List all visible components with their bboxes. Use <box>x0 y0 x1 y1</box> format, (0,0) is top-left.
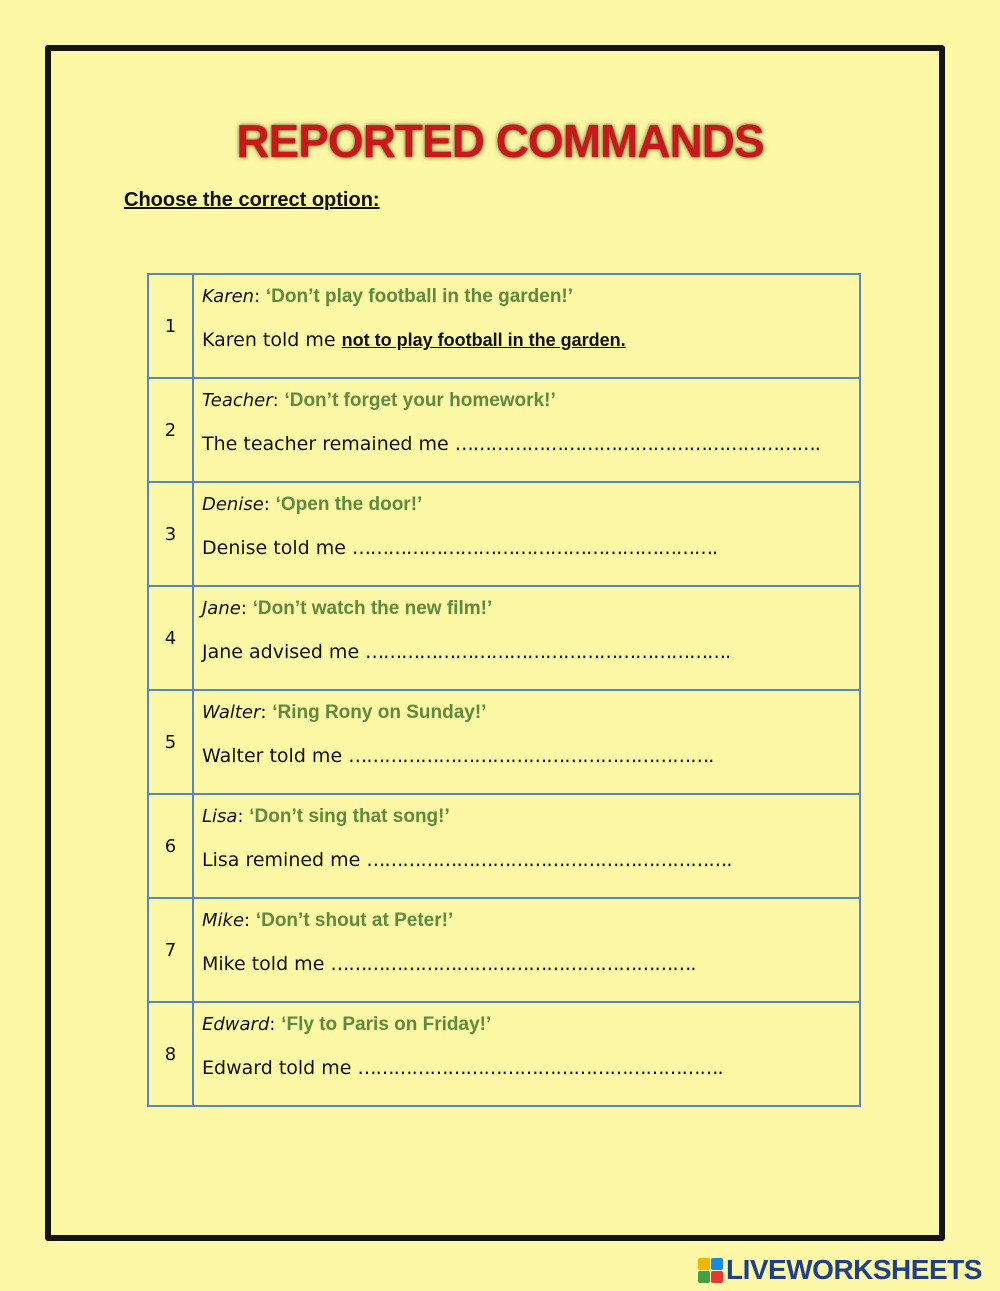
exercise-row <box>148 690 860 794</box>
exercise-row <box>148 274 860 378</box>
speaker-colon: : <box>244 910 256 931</box>
sentence-prefix: Edward told me <box>202 1057 358 1079</box>
answer-blank[interactable]: ……………………………………………………. <box>330 953 696 975</box>
answer-blank[interactable]: ……………………………………………………. <box>365 641 731 663</box>
exercise-row <box>148 898 860 1002</box>
command-quote: ‘Don’t shout at Peter!’ <box>255 910 454 931</box>
command-quote: ‘Open the door!’ <box>275 494 423 515</box>
answer-blank[interactable]: ……………………………………………………. <box>454 433 820 455</box>
item-number: 6 <box>148 794 193 898</box>
speaker-name: Denise <box>202 494 264 515</box>
speaker-name: Jane <box>202 598 241 619</box>
exercise-row <box>148 586 860 690</box>
reported-sentence <box>202 743 859 769</box>
command-quote: ‘Don’t forget your homework!’ <box>284 390 556 411</box>
speaker-line <box>202 699 859 731</box>
speaker-colon: : <box>272 390 285 411</box>
worksheet-title: REPORTED COMMANDS <box>236 115 764 167</box>
item-number: 2 <box>148 378 193 482</box>
speaker-colon: : <box>254 286 266 307</box>
logo-mark-tile <box>698 1258 710 1270</box>
item-number: 8 <box>148 1002 193 1106</box>
speaker-name: Lisa <box>202 806 238 827</box>
command-quote: ‘Don’t sing that song!’ <box>249 806 450 827</box>
speaker-colon: : <box>260 702 273 723</box>
item-number: 3 <box>148 482 193 586</box>
speaker-colon: : <box>263 494 276 515</box>
item-number: 4 <box>148 586 193 690</box>
speaker-name: Mike <box>202 910 245 931</box>
liveworksheets-logo <box>698 1254 982 1286</box>
reported-sentence <box>202 951 859 977</box>
logo-mark-tile <box>711 1271 723 1283</box>
logo-mark-tile <box>711 1258 723 1270</box>
exercise-row <box>148 482 860 586</box>
logo-text: LIVEWORKSHEETS <box>726 1254 982 1285</box>
reported-sentence <box>202 639 859 665</box>
sentence-prefix: Walter told me <box>202 745 349 767</box>
speaker-line <box>202 803 859 835</box>
speaker-colon: : <box>237 806 250 827</box>
speaker-line <box>202 595 859 627</box>
speaker-colon: : <box>240 598 253 619</box>
exercise-row <box>148 794 860 898</box>
item-content <box>193 482 860 586</box>
command-quote: ‘Don’t play football in the garden!’ <box>265 286 574 307</box>
speaker-name: Walter <box>202 702 261 723</box>
logo-mark-tile <box>698 1271 710 1283</box>
speaker-name: Edward <box>202 1014 270 1035</box>
item-content <box>193 898 860 1002</box>
item-content <box>193 586 860 690</box>
item-number: 7 <box>148 898 193 1002</box>
answer-blank[interactable]: ……………………………………………………. <box>348 745 714 767</box>
sentence-prefix: Karen told me <box>202 329 342 351</box>
speaker-colon: : <box>269 1014 282 1035</box>
sentence-prefix: Denise told me <box>202 537 352 559</box>
logo-mark-icon <box>698 1258 723 1283</box>
item-content <box>193 1002 860 1106</box>
reported-sentence <box>202 327 859 353</box>
command-quote: ‘Fly to Paris on Friday!’ <box>281 1014 492 1035</box>
sentence-prefix: Lisa remined me <box>202 849 367 871</box>
command-quote: ‘Ring Rony on Sunday!’ <box>272 702 487 723</box>
item-number: 5 <box>148 690 193 794</box>
item-number: 1 <box>148 274 193 378</box>
reported-sentence <box>202 535 859 561</box>
reported-sentence <box>202 431 859 457</box>
sentence-prefix: Jane advised me <box>202 641 366 663</box>
command-quote: ‘Don’t watch the new film!’ <box>252 598 493 619</box>
answer-text: not to play football in the garden. <box>341 330 626 350</box>
reported-sentence <box>202 1055 859 1081</box>
item-content <box>193 690 860 794</box>
item-content <box>193 378 860 482</box>
item-content <box>193 794 860 898</box>
reported-sentence <box>202 847 859 873</box>
exercise-row <box>148 378 860 482</box>
speaker-name: Teacher <box>202 390 273 411</box>
answer-blank[interactable]: ……………………………………………………. <box>366 849 732 871</box>
speaker-line <box>202 491 859 523</box>
answer-blank[interactable]: ……………………………………………………. <box>351 537 718 559</box>
sentence-prefix: The teacher remained me <box>202 433 455 455</box>
speaker-line <box>202 387 859 419</box>
speaker-name: Karen <box>202 286 255 307</box>
sentence-prefix: Mike told me <box>202 953 331 975</box>
speaker-line <box>202 907 859 939</box>
item-content <box>193 274 860 378</box>
instruction-text: Choose the correct option: <box>124 189 380 211</box>
speaker-line <box>202 283 859 315</box>
exercise-table <box>147 273 861 1107</box>
speaker-line <box>202 1011 859 1043</box>
exercise-row <box>148 1002 860 1106</box>
answer-blank[interactable]: ……………………………………………………. <box>357 1057 723 1079</box>
